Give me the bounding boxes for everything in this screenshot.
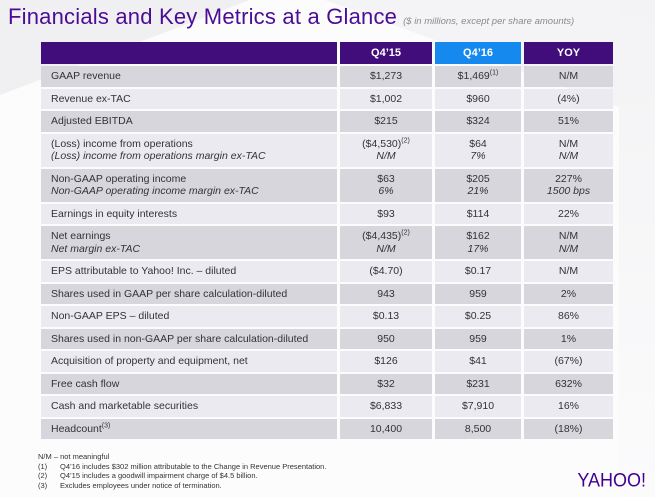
cell-q416: $1,469$^{(1)}$ [435,66,521,87]
footnote-legend: N/M – not meaningful [38,452,110,461]
footnote-item: (2) Q4’15 includes a goodwill impairment charge of $4.5 billion. [38,471,258,481]
table-row [41,89,613,110]
cell-q415: $0.13 [340,306,432,327]
cell-label: EPS attributable to Yahoo! Inc. – diluted [41,261,337,282]
cell-label: Free cash flow [41,374,337,395]
table-row [41,261,613,282]
cell-yoy: (18%) [524,419,613,440]
cell-q416: $41 [435,351,521,372]
table-row [41,134,613,167]
cell-q415: ($4,530)$^{(2)}$ N/M [340,134,432,167]
cell-q416: 959 [435,329,521,350]
footnotes [38,452,326,490]
cell-q416: $0.17 [435,261,521,282]
table-row [41,374,613,395]
table-row [41,66,613,87]
cell-label: Shares used in non-GAAP per share calculation-diluted [41,329,337,350]
cell-q415: $6,833 [340,396,432,417]
page-title: Financials and Key Metrics at a Glance [8,4,398,29]
table-row [41,169,613,202]
footnote-item: (1) Q4’16 includes $302 million attributable to the Change in Revenue Presentation. [38,461,327,471]
cell-label: Non-GAAP operating income Non-GAAP operating income margin ex-TAC [41,169,337,202]
cell-q416: $231 [435,374,521,395]
cell-yoy: 227% 1500 bps [524,169,613,202]
cell-q416: $162 17% [435,226,521,259]
cell-q416: 959 [435,284,521,305]
background-decor-right [619,0,655,497]
cell-q415: $126 [340,351,432,372]
cell-yoy: 632% [524,374,613,395]
column-header-q415: Q4’15 [340,42,432,64]
table-row [41,111,613,132]
cell-q415: 943 [340,284,432,305]
cell-q416: $960 [435,89,521,110]
table-row [41,329,613,350]
cell-label: GAAP revenue [41,66,337,87]
cell-label: Net earnings Net margin ex-TAC [41,226,337,259]
column-header-yoy: YOY [524,42,613,64]
table-row [41,419,613,440]
cell-yoy: 22% [524,204,613,225]
table-row [41,396,613,417]
cell-q415: $215 [340,111,432,132]
cell-label: Shares used in GAAP per share calculation-diluted [41,284,337,305]
cell-q416: $205 21% [435,169,521,202]
cell-label: Non-GAAP EPS – diluted [41,306,337,327]
footnote-marker: (3) [101,422,111,429]
cell-yoy: N/M N/M [524,226,613,259]
footnote-marker: (1) [489,69,499,77]
yahoo-logo: YAHOO! [577,469,646,491]
cell-yoy: 1% [524,329,613,350]
cell-label: Revenue ex-TAC [41,89,337,110]
cell-q415: 950 [340,329,432,350]
cell-yoy: 16% [524,396,613,417]
cell-q415: ($4,435)$^{(2)}$ N/M [340,226,432,259]
table-header-row [41,42,613,64]
cell-label: Headcount$^{(3)}$ [41,419,337,440]
cell-label: Earnings in equity interests [41,204,337,225]
cell-yoy: N/M [524,261,613,282]
cell-q415: ($4.70) [340,261,432,282]
cell-q415: $93 [340,204,432,225]
footnote-marker: (2) [401,137,410,144]
footnote-item: (3) Excludes employees under notice of termination. [38,480,222,490]
cell-yoy: 86% [524,306,613,327]
cell-q416: $64 7% [435,134,521,167]
cell-q416: $324 [435,111,521,132]
cell-yoy: N/M [524,66,613,87]
cell-yoy: (67%) [524,351,613,372]
cell-q415: 10,400 [340,419,432,440]
cell-q415: $63 6% [340,169,432,202]
cell-q416: 8,500 [435,419,521,440]
cell-q415: $1,002 [340,89,432,110]
cell-q416: $0.25 [435,306,521,327]
table-row [41,226,613,259]
cell-label: Acquisition of property and equipment, net [41,351,337,372]
cell-q416: $7,910 [435,396,521,417]
cell-label: Adjusted EBITDA [41,111,337,132]
financials-table [38,40,616,441]
cell-yoy: (4%) [524,89,613,110]
cell-q415: $32 [340,374,432,395]
footnote-marker: (2) [401,229,410,237]
cell-yoy: 51% [524,111,613,132]
title-block [8,4,574,30]
table-row [41,306,613,327]
cell-label: (Loss) income from operations (Loss) income from operations margin ex-TAC [41,134,337,167]
table-row [41,284,613,305]
table-row [41,351,613,372]
cell-yoy: 2% [524,284,613,305]
table-row [41,204,613,225]
cell-q416: $114 [435,204,521,225]
page-subtitle: ($ in millions, except per share amounts) [403,16,575,27]
cell-label: Cash and marketable securities [41,396,337,417]
column-header-q416: Q4’16 [435,42,521,64]
cell-yoy: N/M N/M [524,134,613,167]
cell-q415: $1,273 [340,66,432,87]
column-header-metric [41,42,337,64]
